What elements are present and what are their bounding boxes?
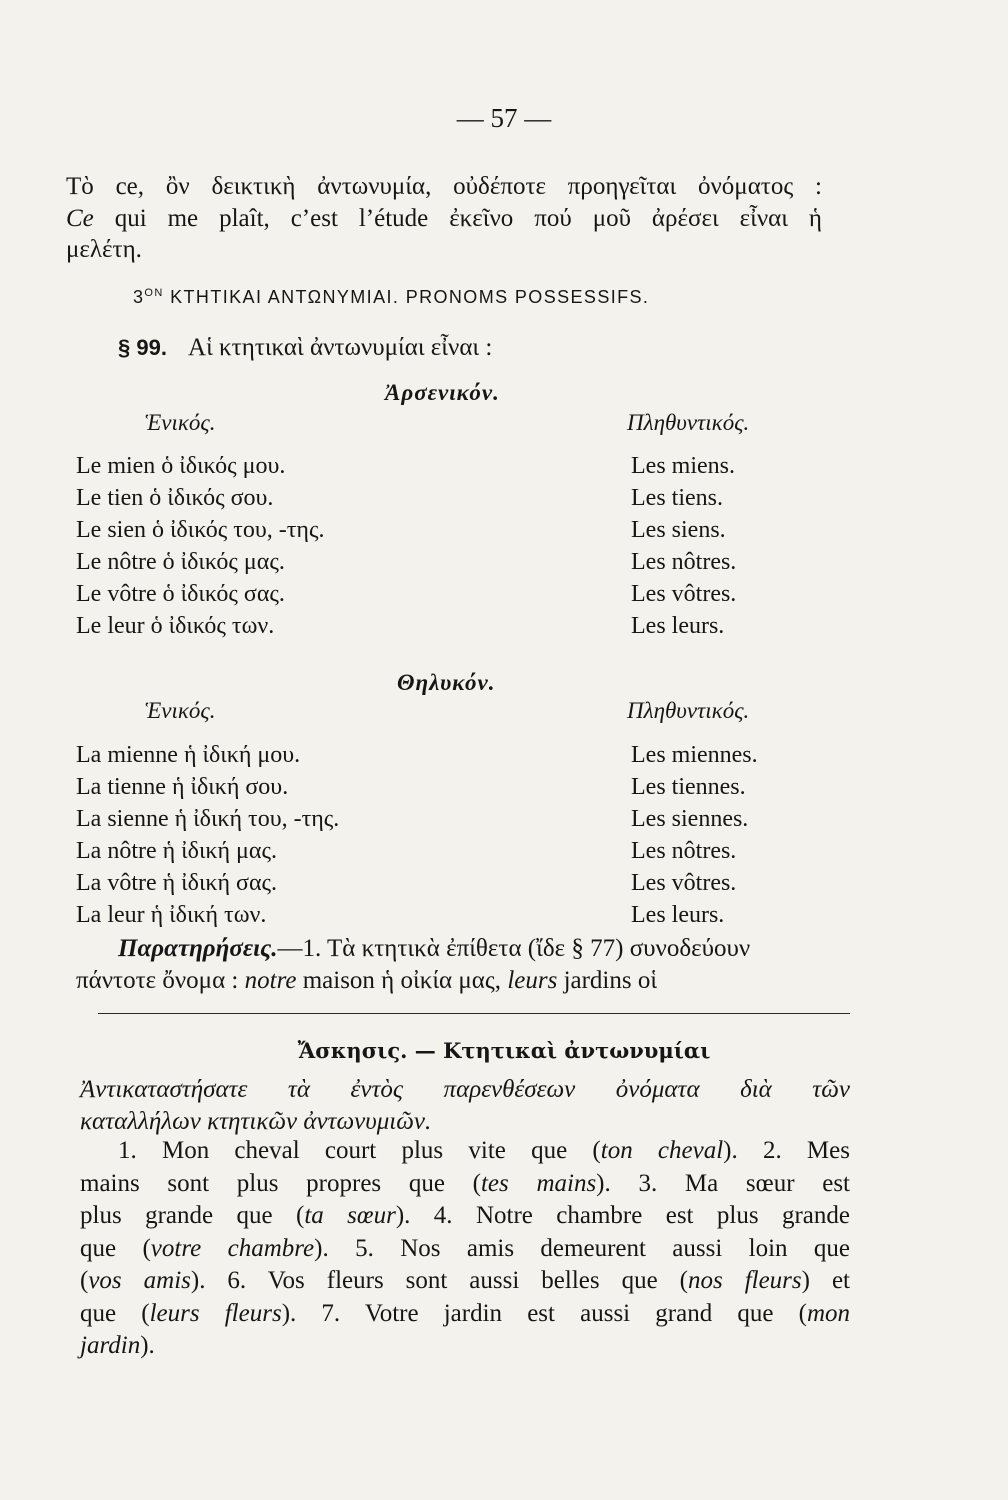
exercise-line-1	[118, 1134, 850, 1167]
exercise-line-5-seg-5: ) et	[801, 1267, 850, 1294]
page-number: — 57 —	[456, 103, 552, 133]
remarks-text-c: maison ἡ οἰκία μας,	[296, 967, 508, 994]
intro-line-2-rest: qui me plaît, c’est l’étude ἐκεῖνο πού μοῦ ἀρέσει εἶναι ἡ	[93, 205, 822, 232]
exercise-title: Ἄσκησις. — Κτητικαὶ ἀντωνυμίαι	[297, 1038, 711, 1063]
exercise-line-1-seg-1: 1. Mon cheval court plus vite que (	[118, 1137, 601, 1164]
masculine-singular-label: Ἑνικός.	[145, 410, 216, 435]
intro-line-2	[66, 204, 822, 234]
feminine-singular-label: Ἑνικός.	[145, 698, 216, 723]
feminine-plural-3: Les siennes.	[631, 806, 749, 832]
section-number-sup: ON	[144, 287, 164, 299]
exercise-line-7-seg-2: ).	[140, 1332, 155, 1359]
exercise-line-4-seg-1: que (	[80, 1234, 151, 1262]
exercise-line-2	[80, 1167, 850, 1200]
exercise-line-4-seg-3: ). 5. Nos amis demeurent aussi loin que	[314, 1234, 851, 1262]
intro-ce-word: Ce	[66, 205, 94, 232]
exercise-line-5-seg-3: ). 6. Vos fleurs sont aussi belles que (	[190, 1267, 688, 1294]
exercise-line-3-seg-2: ta sœur	[304, 1202, 396, 1229]
exercise-line-4	[80, 1232, 850, 1265]
masculine-plural-2: Les tiens.	[631, 485, 723, 511]
section-divider	[98, 1013, 850, 1014]
section-heading	[133, 287, 649, 308]
remarks-text-a: πάντοτε ὄνομα :	[76, 967, 245, 994]
masculine-plural-4: Les nôtres.	[631, 549, 737, 575]
feminine-singular-4: La nôtre ἡ ἰδική μας.	[76, 838, 277, 864]
remarks-line-1-rest: —1. Τὰ κτητικὰ ἐπίθετα (ἴδε § 77) συνοδεύουν	[277, 935, 751, 962]
remarks-line-1	[118, 934, 750, 964]
exercise-line-3-seg-1: plus grande que (	[80, 1202, 305, 1229]
exercise-line-3-seg-3: ). 4. Notre chambre est plus grande	[395, 1202, 850, 1229]
exercise-line-1-seg-3: ). 2. Mes	[723, 1137, 850, 1164]
masculine-plural-1: Les miens.	[631, 453, 735, 479]
feminine-singular-5: La vôtre ἡ ἰδική σας.	[76, 870, 278, 896]
masculine-plural-5: Les vôtres.	[631, 581, 737, 607]
feminine-plural-4: Les nôtres.	[631, 838, 737, 864]
masculine-singular-6: Le leur ὁ ἰδικός των.	[76, 613, 275, 639]
masculine-heading: Ἀρσενικόν.	[385, 380, 500, 405]
feminine-singular-3: La sienne ἡ ἰδική του, -της.	[76, 806, 340, 832]
paragraph-text: Αἱ κτητικαὶ ἀντωνυμίαι εἶναι :	[188, 334, 493, 361]
exercise-line-7	[80, 1329, 155, 1362]
remarks-text-notre: notre	[244, 967, 297, 994]
exercise-line-6-seg-4: mon	[806, 1299, 850, 1327]
feminine-heading: Θηλυκόν.	[397, 670, 496, 695]
feminine-singular-2: La tienne ἡ ἰδική σου.	[76, 774, 289, 800]
exercise-line-1-seg-2: ton cheval	[600, 1137, 724, 1164]
exercise-line-2-seg-3: ). 3. Ma sœur est	[596, 1169, 851, 1197]
exercise-line-2-seg-2: tes mains	[480, 1169, 597, 1197]
masculine-plural-label: Πληθυντικός.	[627, 410, 750, 435]
remarks-text-e: jardins οἱ	[557, 967, 658, 994]
feminine-plural-2: Les tiennes.	[631, 774, 746, 800]
intro-line-3: μελέτη.	[66, 236, 142, 263]
exercise-line-6-seg-1: que (	[80, 1299, 150, 1327]
section-title: ΚΤΗΤΙΚΑΙ ΑΝΤΩΝΥΜΙΑΙ. PRONOMS POSSESSIFS.	[163, 287, 650, 307]
feminine-singular-6: La leur ἡ ἰδική των.	[76, 902, 267, 928]
exercise-line-2-seg-1: mains sont plus propres que (	[80, 1169, 481, 1197]
paragraph-99	[118, 333, 492, 363]
feminine-plural-6: Les leurs.	[631, 902, 725, 928]
exercise-line-5	[80, 1264, 850, 1297]
section-number: 3	[133, 287, 145, 307]
exercise-line-5-seg-1: (	[80, 1267, 89, 1294]
exercise-line-6-seg-2: leurs fleurs	[149, 1299, 282, 1327]
exercise-instruction-line-1: Ἀντικαταστήσατε τὰ ἐντὸς παρενθέσεων ὀνόματα διὰ τῶν	[80, 1076, 850, 1103]
feminine-plural-label: Πληθυντικός.	[627, 698, 750, 723]
exercise-line-6	[80, 1297, 850, 1330]
masculine-singular-2: Le tien ὁ ἰδικός σου.	[76, 485, 274, 511]
remarks-line-2	[76, 966, 657, 996]
remarks-text-leurs: leurs	[507, 967, 558, 994]
masculine-plural-6: Les leurs.	[631, 613, 725, 639]
intro-line-1: Τὸ ce, ὂν δεικτικὴ ἀντωνυμία, οὐδέποτε προηγεῖται ὀνόματος :	[66, 173, 822, 200]
paragraph-number: § 99.	[118, 335, 167, 360]
masculine-singular-5: Le vôtre ὁ ἰδικός σας.	[76, 581, 285, 607]
exercise-line-4-seg-2: votre chambre	[150, 1234, 315, 1262]
feminine-plural-1: Les miennes.	[631, 742, 758, 768]
exercise-line-5-seg-4: nos fleurs	[687, 1267, 802, 1294]
masculine-singular-1: Le mien ὁ ἰδικός μου.	[76, 453, 286, 479]
exercise-instruction-line-2: καταλλήλων κτητικῶν ἀντωνυμιῶν.	[80, 1108, 432, 1135]
exercise-line-5-seg-2: vos amis	[88, 1267, 191, 1294]
exercise-line-6-seg-3: ). 7. Votre jardin est aussi grand que (	[281, 1299, 807, 1327]
exercise-line-7-seg-1: jardin	[80, 1332, 141, 1359]
masculine-singular-3: Le sien ὁ ἰδικός του, -της.	[76, 517, 325, 543]
remarks-label: Παρατηρήσεις.	[118, 935, 278, 962]
masculine-plural-3: Les siens.	[631, 517, 726, 543]
feminine-plural-5: Les vôtres.	[631, 870, 737, 896]
feminine-singular-1: La mienne ἡ ἰδική μου.	[76, 742, 301, 768]
exercise-line-3	[80, 1199, 850, 1232]
masculine-singular-4: Le nôtre ὁ ἰδικός μας.	[76, 549, 285, 575]
